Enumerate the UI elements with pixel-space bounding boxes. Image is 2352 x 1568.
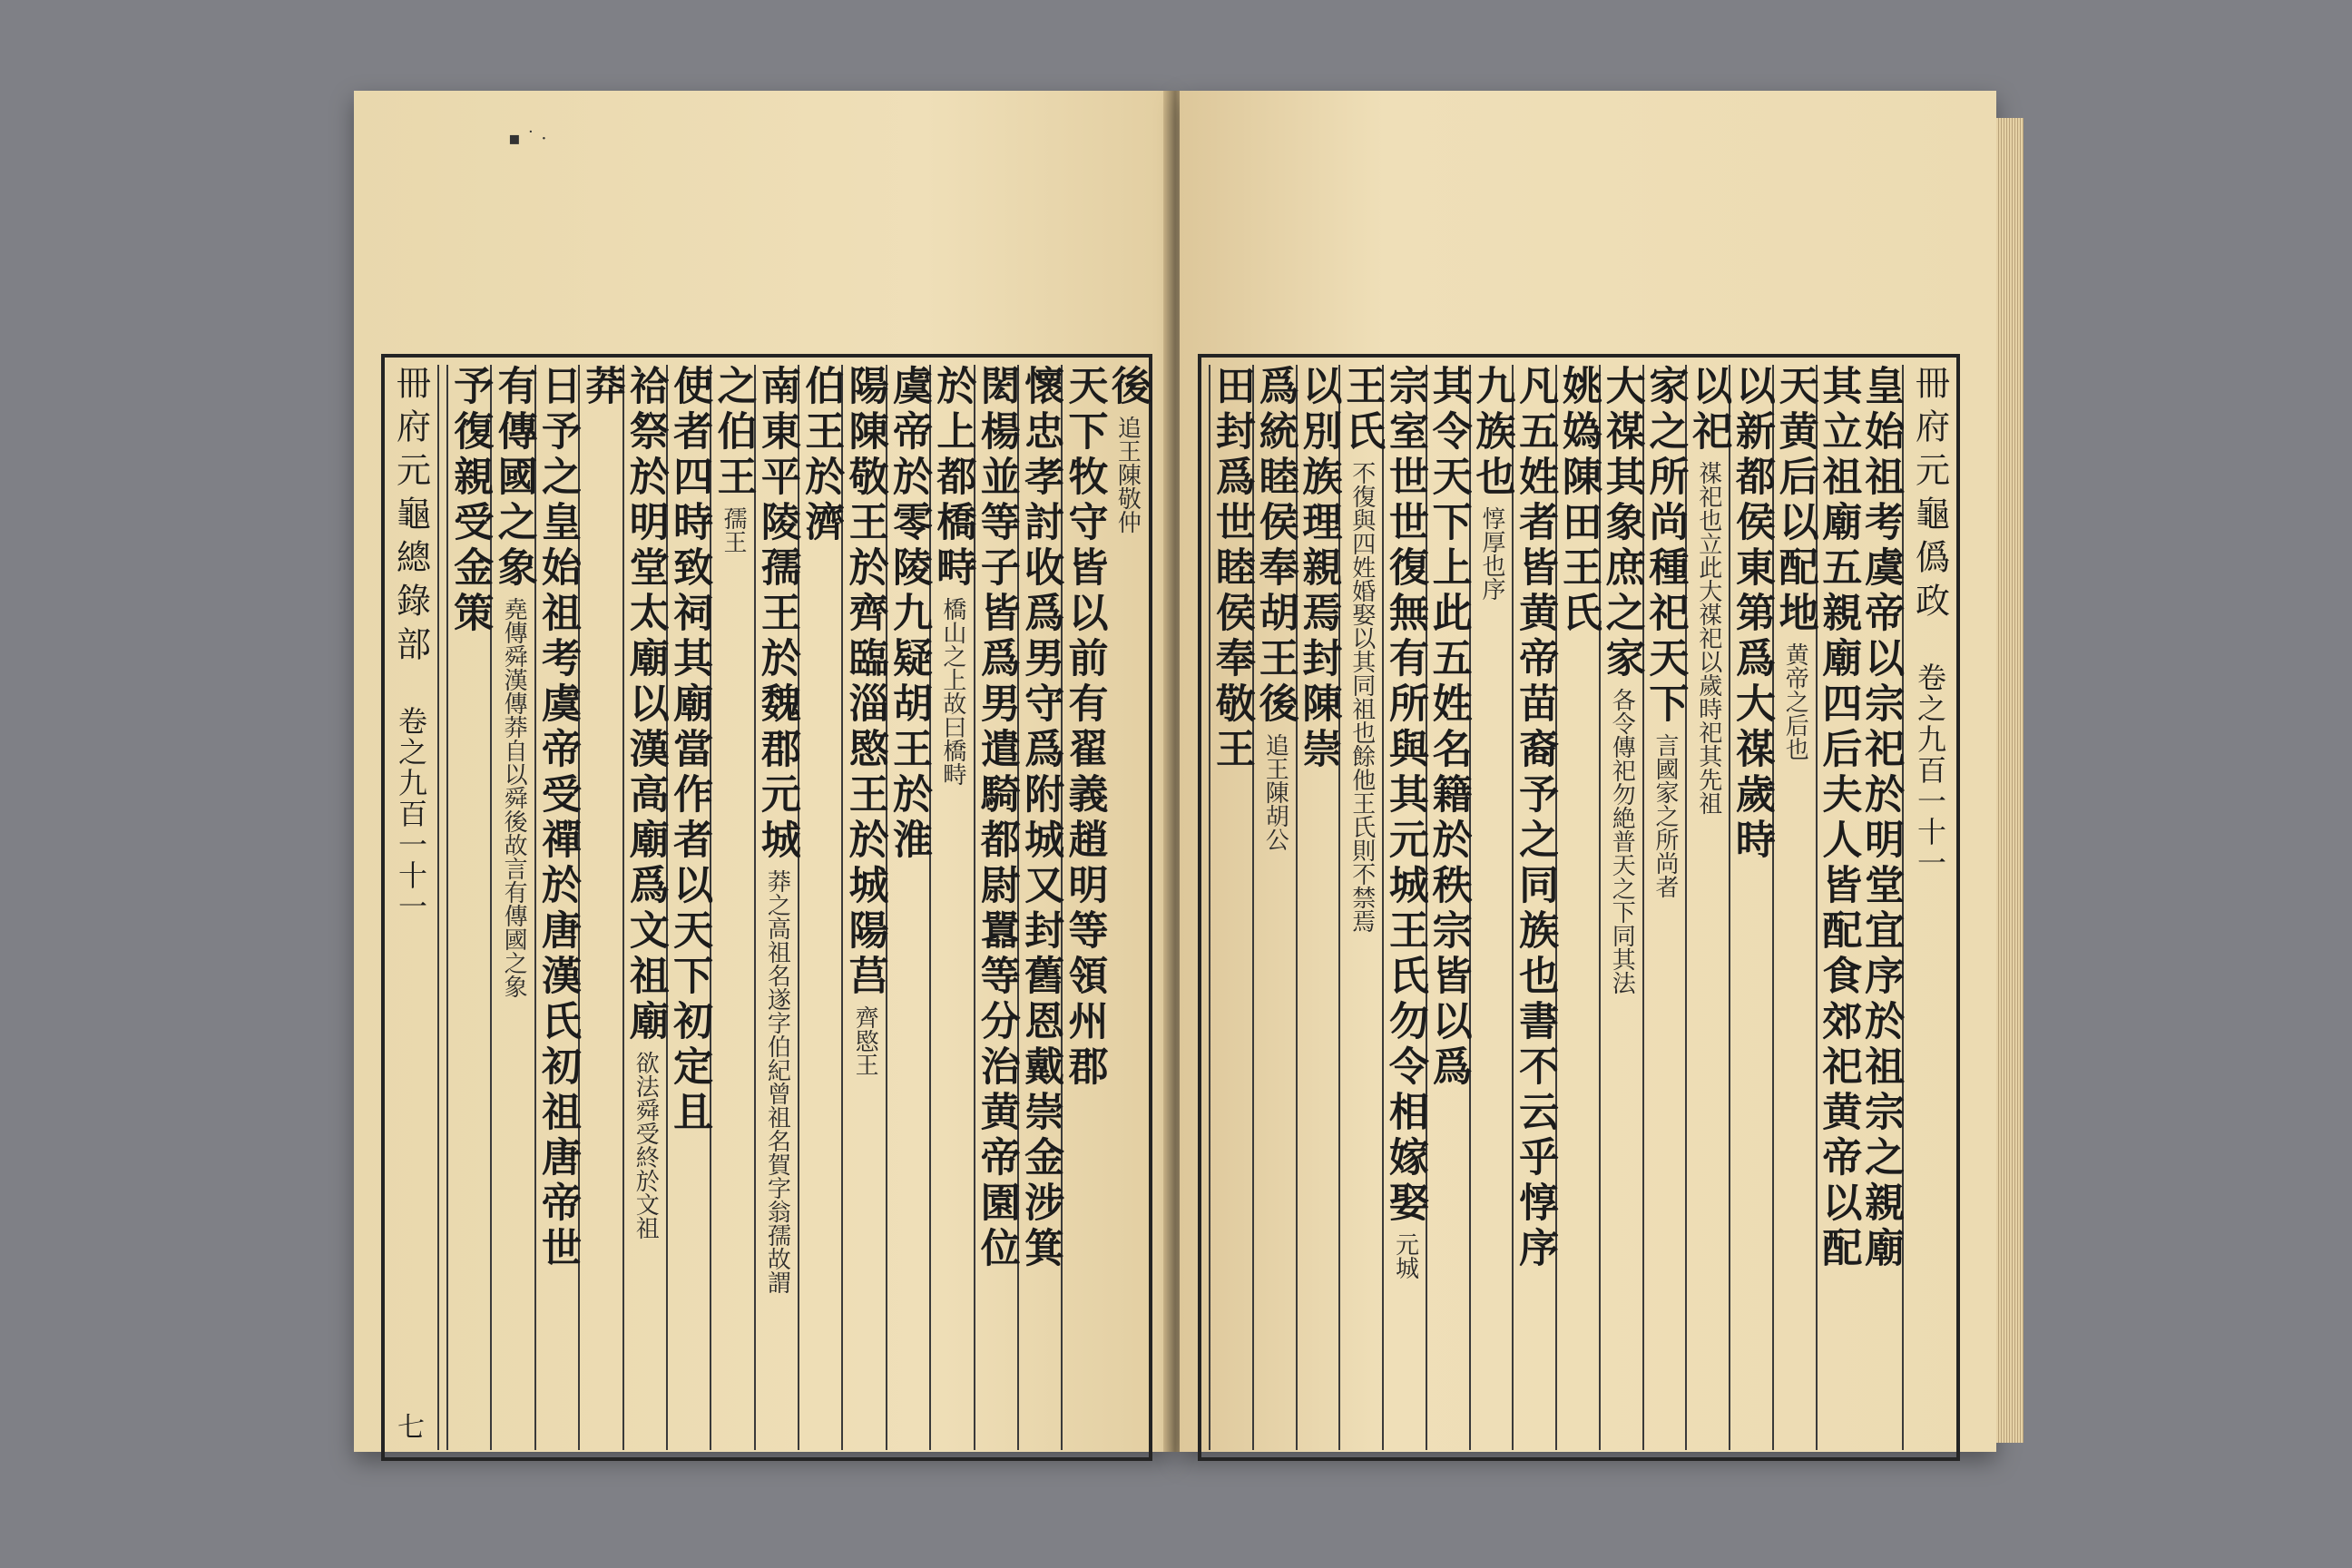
left-text-frame [381, 354, 1152, 1461]
center-banner [1902, 365, 1956, 1450]
text-column [754, 365, 798, 1450]
text-column [1469, 365, 1513, 1450]
text-column [1382, 365, 1426, 1450]
column-annotation: 元城 [1391, 1232, 1419, 1279]
center-banner [385, 365, 439, 1450]
text-column [710, 365, 757, 1450]
column-main-text: 其令天下上此五姓名籍於秩宗皆以爲 [1425, 365, 1472, 1091]
column-main-text: 其立祖廟五親廟四后夫人皆配食郊祀黄帝以配 [1815, 365, 1862, 1272]
column-main-text: 天下牧守皆以前有翟義趙明等領州郡 [1061, 365, 1108, 1091]
text-column [1685, 365, 1732, 1450]
column-main-text: 九族也 [1468, 365, 1515, 501]
text-column [1554, 365, 1602, 1450]
column-main-text: 予復親受金策 [446, 365, 494, 637]
column-annotation: 追王陳敬仲 [1113, 416, 1142, 534]
text-column [490, 365, 537, 1450]
column-annotation: 橋山之上故曰橋畤 [938, 597, 966, 786]
column-annotation: 追王陳胡公 [1261, 733, 1289, 851]
column-main-text: 懷忠孝討收爲男守爲附城又封舊恩戴崇金涉箕 [1017, 365, 1064, 1272]
column-annotation: 各令傳祀勿絶普天之下同其法 [1608, 688, 1636, 995]
text-column [1728, 365, 1775, 1450]
column-annotation: 禖祀也立此大禖祀以歲時祀其先祖 [1694, 461, 1722, 815]
column-main-text: 天黄后以配地 [1771, 365, 1818, 637]
right-text-frame [1198, 354, 1960, 1461]
text-column [1252, 365, 1296, 1450]
column-main-text: 爲統睦侯奉胡王後 [1251, 365, 1298, 728]
column-annotation: 齊愍王 [851, 1005, 879, 1076]
column-annotation: 欲法舜受終於文祖 [632, 1051, 660, 1240]
page-edges [1996, 118, 2024, 1443]
column-main-text: 大禖其象庶之家 [1598, 365, 1645, 682]
column-annotation: 堯傳舜漢傳莽自以舜後故言有傳國之象 [500, 597, 528, 998]
column-main-text: 以新都侯東第爲大禖歲時 [1728, 365, 1775, 864]
column-main-text: 後 [1103, 365, 1151, 410]
column-annotation: 惇厚也序 [1477, 506, 1505, 601]
column-annotation: 言國家之所尚者 [1651, 733, 1679, 898]
text-column [1772, 365, 1816, 1450]
text-column [1208, 365, 1255, 1450]
text-column [929, 365, 976, 1450]
banner-volume: 卷之九百一十一 [1913, 662, 1947, 878]
column-main-text: 凡五姓者皆黄帝苗裔予之同族也書不云乎惇序 [1512, 365, 1559, 1272]
text-column [1815, 365, 1862, 1450]
text-column [446, 365, 494, 1450]
banner-title: 冊府元龜總錄部 [390, 365, 431, 670]
column-annotation: 孺王 [720, 506, 748, 554]
column-main-text: 虞帝於零陵九疑胡王於淮 [885, 365, 932, 864]
text-column [973, 365, 1020, 1450]
text-column [1017, 365, 1064, 1450]
text-column [534, 365, 581, 1450]
text-column [798, 365, 845, 1450]
text-column [1642, 365, 1689, 1450]
column-main-text: 陽陳敬王於齊臨淄愍王於城陽莒 [841, 365, 888, 1000]
text-column [1425, 365, 1472, 1450]
banner-volume: 卷之九百一十一 [394, 706, 428, 922]
page-number: 七 [397, 1412, 425, 1444]
column-main-text: 宗室世世復無有所與其元城王氏勿令相嫁娶 [1381, 365, 1428, 1227]
column-main-text: 姚媯陳田王氏 [1554, 365, 1602, 637]
column-main-text: 王氏 [1338, 365, 1386, 456]
column-main-text: 祫祭於明堂太廟以漢高廟爲文祖廟 [622, 365, 669, 1045]
text-column [1857, 365, 1905, 1450]
text-column [578, 365, 625, 1450]
column-main-text: 以祀 [1685, 365, 1732, 456]
column-main-text: 田封爲世睦侯奉敬王 [1208, 365, 1255, 773]
column-main-text: 皇始祖考虞帝以宗祀於明堂宜序於祖宗之親廟 [1857, 365, 1905, 1272]
text-column [1338, 365, 1386, 1450]
column-main-text: 莽 [578, 365, 625, 410]
column-main-text: 使者四時致祠其廟當作者以天下初定且 [666, 365, 713, 1136]
column-annotation: 黄帝之后也 [1781, 642, 1809, 760]
column-annotation: 莽之高祖名遂字伯紀曾祖名賀字翁孺故謂 [763, 869, 791, 1294]
column-main-text: 家之所尚種祀天下 [1642, 365, 1689, 728]
column-main-text: 伯王於濟 [798, 365, 845, 546]
column-main-text: 有傳國之象 [490, 365, 537, 592]
column-main-text: 日予之皇始祖考虞帝受禪於唐漢氏初祖唐帝世 [534, 365, 581, 1272]
ink-marks: ▪ ˙ · [508, 127, 547, 149]
text-column [1295, 365, 1342, 1450]
column-main-text: 閎楊並等子皆爲男遣騎都尉囂等分治黄帝園位 [973, 365, 1020, 1272]
text-column [1598, 365, 1645, 1450]
column-main-text: 南東平陵孺王於魏郡元城 [753, 365, 800, 864]
left-page [354, 91, 1171, 1452]
banner-title: 冊府元龜僞政 [1909, 365, 1950, 626]
column-annotation: 不復與四姓婚娶以其同祖也餘他王氏則不禁焉 [1348, 461, 1376, 933]
text-column [841, 365, 888, 1450]
column-main-text: 於上都橋畤 [929, 365, 976, 592]
column-main-text: 以別族理親焉封陳崇 [1295, 365, 1342, 773]
text-column [1512, 365, 1559, 1450]
text-column [885, 365, 932, 1450]
text-column [622, 365, 669, 1450]
text-column [666, 365, 713, 1450]
column-main-text: 之伯王 [710, 365, 757, 501]
right-page [1180, 91, 1996, 1452]
text-column [1105, 365, 1149, 1450]
open-book [354, 91, 2024, 1470]
text-column [1061, 365, 1108, 1450]
